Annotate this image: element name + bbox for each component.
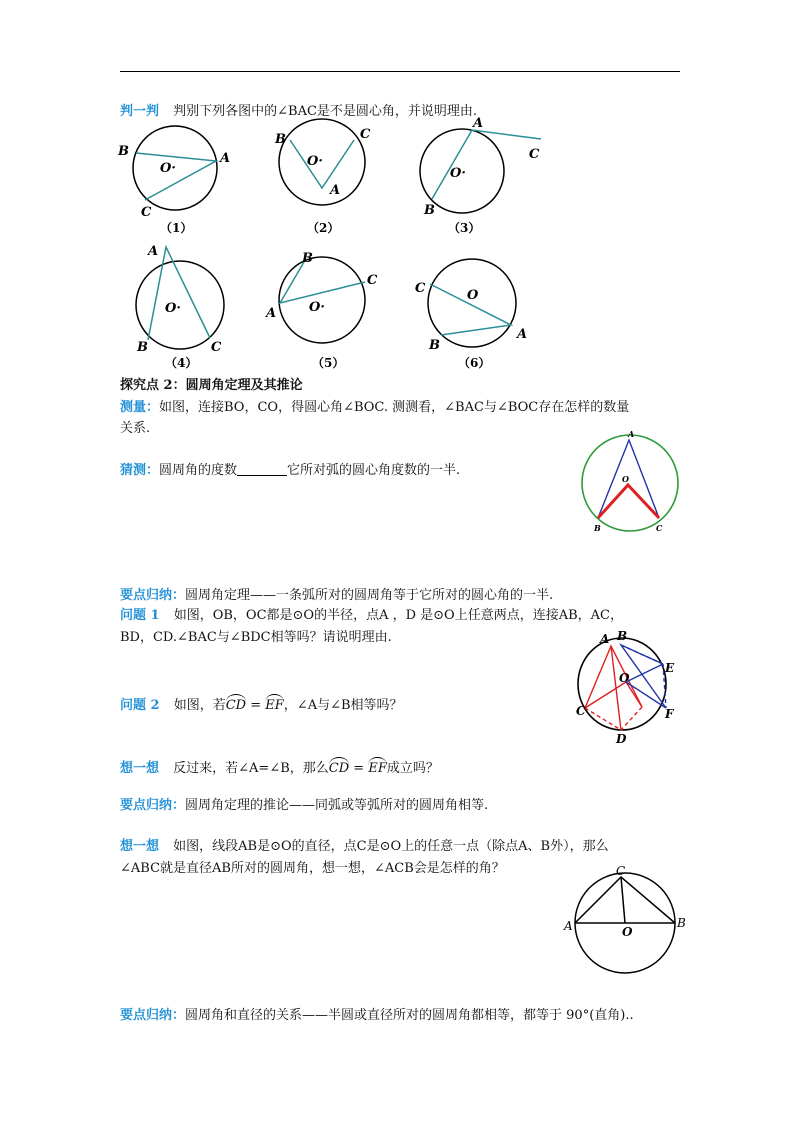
think1-arc-ef: EF xyxy=(368,757,387,776)
qfig-label-f: F xyxy=(665,707,674,721)
q2-pre: 如图，若 xyxy=(173,698,226,713)
fig4-label-b: B xyxy=(137,340,148,355)
judge-tag: 判一判 xyxy=(120,104,160,119)
fig5-label-b: B xyxy=(302,251,313,266)
fig3-label-b: B xyxy=(424,203,435,218)
key2-tag: 要点归纳： xyxy=(120,798,186,813)
fig4-caption: （4） xyxy=(165,356,198,370)
fig3-caption: （3） xyxy=(448,221,481,235)
think1-post: 成立吗？ xyxy=(386,761,439,776)
mfig-label-o: O xyxy=(622,474,629,484)
fig1-label-b: B xyxy=(118,144,129,159)
key1-text: 圆周角定理——一条弧所对的圆周角等于它所对的圆心角的一半. xyxy=(185,588,554,603)
fig5-label-o: O· xyxy=(309,300,325,315)
fig5-caption: （5） xyxy=(312,356,345,370)
think2-text2: ∠ABC就是直径AB所对的圆周角，想一想，∠ACB会是怎样的角？ xyxy=(120,861,505,876)
qfig-label-o: O xyxy=(619,671,630,685)
guess-pre: 圆周角的度数 xyxy=(159,463,238,478)
fig6-label-b: B xyxy=(429,338,440,353)
q2-arc-cd: CD xyxy=(226,694,246,713)
fig2-label-b: B xyxy=(275,132,286,147)
q2-tag: 问题 2 xyxy=(120,698,160,713)
measure-text1: 如图，连接BO，CO，得圆心角∠BOC. 测测看，∠BAC与∠BOC存在怎样的数量 xyxy=(159,400,630,415)
think1-arc-cd: CD xyxy=(329,757,349,776)
measure-tag: 测量： xyxy=(120,400,160,415)
measure-text2: 关系. xyxy=(120,421,151,436)
dfig-label-b: B xyxy=(677,916,686,930)
q1-tag: 问题 1 xyxy=(120,608,160,623)
qfig-label-e: E xyxy=(665,661,675,675)
fig1-label-o: O· xyxy=(160,161,176,176)
dfig-label-o: O xyxy=(622,925,633,939)
key3-text: 圆周角和直径的关系——半圆或直径所对的圆周角都相等，都等于 90°(直角).. xyxy=(185,1008,634,1023)
key2-text: 圆周角定理的推论——同弧或等弧所对的圆周角相等. xyxy=(185,798,489,813)
fig6-label-c: C xyxy=(415,281,426,296)
mfig-label-c: C xyxy=(656,523,663,533)
q2-eq: = xyxy=(246,698,266,713)
think2-tag: 想一想 xyxy=(120,839,160,854)
guess-tag: 猜测： xyxy=(120,463,160,478)
guess-post: 它所对弧的圆心角度数的一半. xyxy=(287,463,461,478)
key1-tag: 要点归纳： xyxy=(120,588,186,603)
q1-text2: BD，CD.∠BAC与∠BDC相等吗？请说明理由. xyxy=(120,630,392,645)
think1-eq: = xyxy=(349,761,369,776)
fig4-label-o: O· xyxy=(165,301,181,316)
key3-tag: 要点归纳： xyxy=(120,1008,186,1023)
fig4-label-a: A xyxy=(148,244,159,259)
fig1-label-c: C xyxy=(141,205,152,220)
q1-text1: 如图，OB，OC都是⊙O的半径，点A ，D 是⊙O上任意两点，连接AB，AC， xyxy=(173,608,623,623)
fig3-label-a: A xyxy=(473,116,484,131)
section2-title: 探究点 2：圆周角定理及其推论 xyxy=(120,378,303,393)
qfig-label-b: B xyxy=(617,629,628,643)
fig1-caption: （1） xyxy=(160,221,193,235)
fig2-label-c: C xyxy=(360,127,371,142)
mfig-label-b: B xyxy=(594,523,601,533)
fig2-label-a: A xyxy=(330,183,341,198)
fig2-label-o: O· xyxy=(307,154,323,169)
fig3-label-c: C xyxy=(529,147,540,162)
judge-text: 判别下列各图中的∠BAC是不是圆心角，并说明理由. xyxy=(173,104,478,119)
fig1-label-a: A xyxy=(220,151,231,166)
q2-post: ，∠A与∠B相等吗？ xyxy=(283,698,403,713)
q2-arc-ef: EF xyxy=(265,694,284,713)
fig6-label-a: A xyxy=(517,327,528,342)
dfig-label-a: A xyxy=(564,919,573,933)
fig6-label-o: O xyxy=(467,288,479,303)
mfig-label-a: A xyxy=(628,429,635,439)
dfig-label-c: C xyxy=(616,864,626,878)
think1-tag: 想一想 xyxy=(120,761,160,776)
fig2-caption: （2） xyxy=(307,221,340,235)
fig5-label-a: A xyxy=(266,306,277,321)
fig3-label-o: O· xyxy=(450,166,466,181)
think1-pre: 反过来，若∠A=∠B，那么 xyxy=(173,761,329,776)
qfig-label-d: D xyxy=(616,732,627,746)
fig5-label-c: C xyxy=(367,273,378,288)
think2-text1: 如图，线段AB是⊙O的直径，点C是⊙O上的任意一点（除点A、B外），那么 xyxy=(173,839,609,854)
fig6-caption: （6） xyxy=(458,356,491,370)
qfig-label-c: C xyxy=(576,704,586,718)
key3-line xyxy=(120,1004,634,1023)
qfig-label-a: A xyxy=(600,632,610,646)
fig4-label-c: C xyxy=(211,340,222,355)
